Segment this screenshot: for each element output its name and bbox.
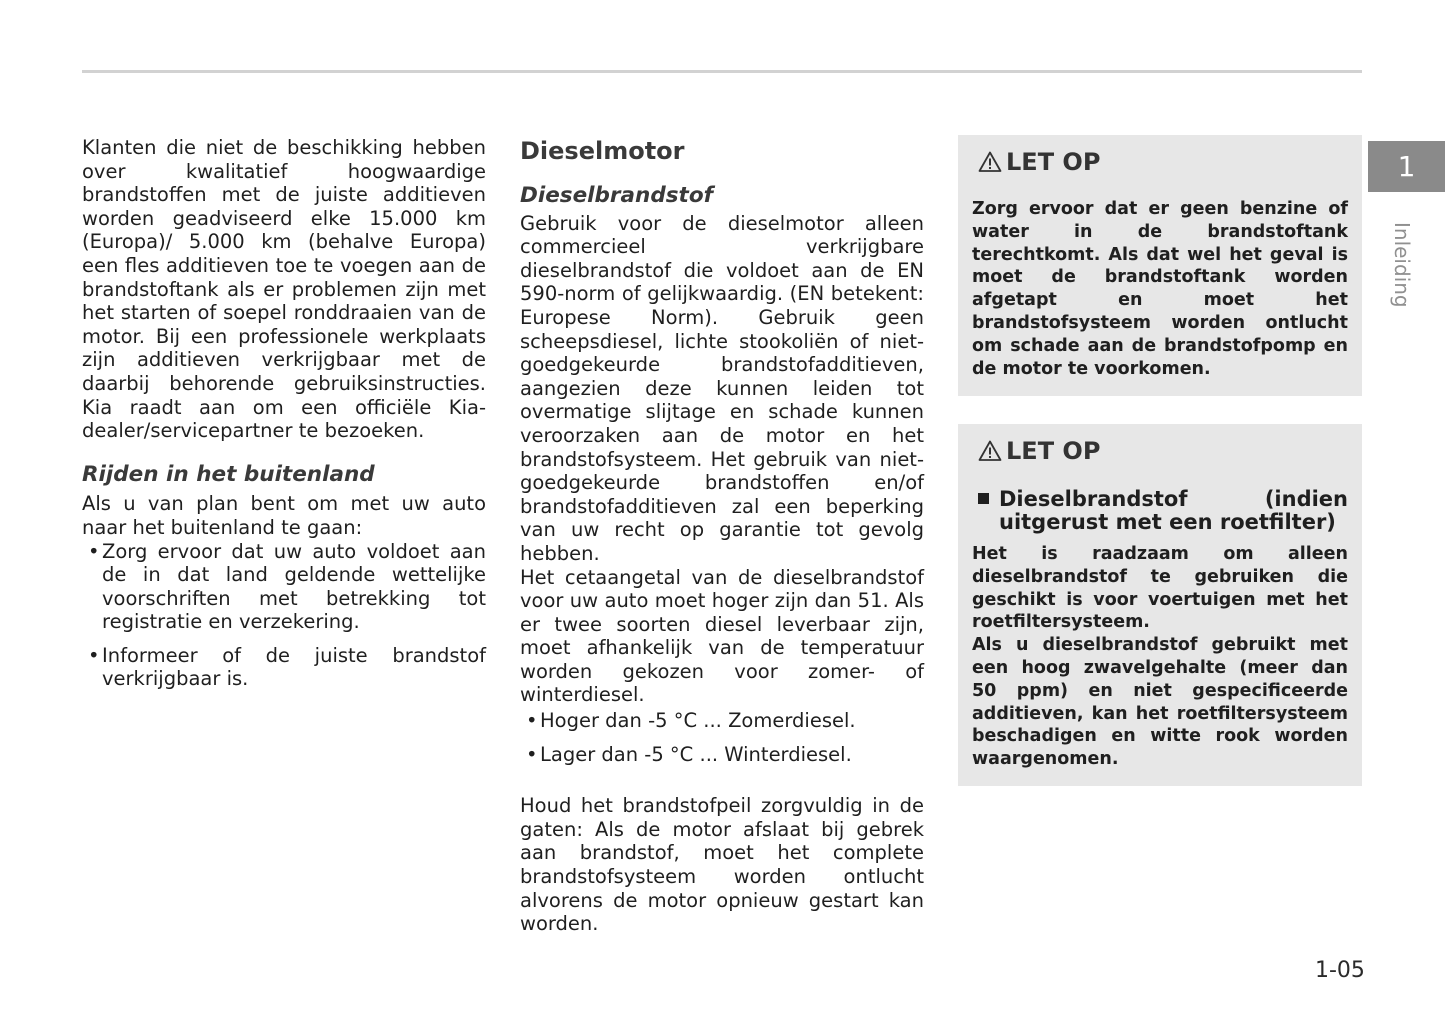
abroad-intro: Als u van plan bent om met uw auto naar het buitenland te gaan: bbox=[82, 492, 486, 539]
abroad-list bbox=[82, 540, 486, 692]
diesel-fuel-subheading: Dieselbrandstof bbox=[520, 183, 713, 208]
caution-body-2: Als u dieselbrandstof gebruikt met een hoog zwavelgehalte (meer dan 50 ppm) en niet gespecificeerde additieven, kan het roetfiltersysteem beschadigen en witte rook worden waargenomen. bbox=[972, 635, 1348, 770]
temperature-list bbox=[520, 709, 924, 766]
caution-body-1: Het is raadzaam om alleen dieselbrandstof te gebruiken die geschikt is voor voertuigen met het roetfiltersysteem. bbox=[972, 544, 1348, 633]
left-column bbox=[82, 136, 486, 701]
list-item: • Hoger dan -5 °C ... Zomerdiesel. bbox=[520, 709, 924, 733]
page-number: 1-05 bbox=[1315, 958, 1365, 983]
list-item: • Informeer of de juiste brandstof verkrijgbaar is. bbox=[82, 644, 486, 691]
chapter-tab: 1 bbox=[1368, 141, 1445, 192]
square-bullet-icon bbox=[978, 493, 989, 504]
caution-title bbox=[978, 147, 1348, 177]
caution-box-particulate-filter bbox=[958, 424, 1362, 786]
list-item: • Zorg ervoor dat uw auto voldoet aan de in dat land geldende wettelijke voorschriften met betrekking tot registratie en verzekering. bbox=[82, 540, 486, 634]
caution-title bbox=[978, 436, 1348, 466]
caution-title-text: LET OP bbox=[1006, 148, 1101, 176]
diesel-paragraph-1: Gebruik voor de dieselmotor alleen commercieel verkrijgbare dieselbrandstof die voldoet aan de EN 590-norm of gelijkwaardig. (EN betekent: Europese Norm). Gebruik geen scheepsdiesel, lichte stookoliën of niet-goedgekeurde brandstofadditieven, aangezien deze kunnen leiden tot overmatige slijtage en schade kunnen veroorzaken aan de motor en het brandstofsysteem. Het gebruik van niet-goedgekeurde brandstoffen en/of brandstofadditieven zal een beperking van uw recht op garantie tot gevolg hebben. bbox=[520, 211, 924, 565]
diesel-paragraph-3: Houd het brandstofpeil zorgvuldig in de gaten: Als de motor afslaat bij gebrek aan brandstof, moet het complete brandstofsysteem worden ontlucht alvorens de motor opnieuw gestart kan worden. bbox=[520, 794, 924, 936]
caution-title-text: LET OP bbox=[1006, 437, 1101, 465]
abroad-heading: Rijden in het buitenland bbox=[82, 461, 375, 487]
intro-paragraph: Klanten die niet de beschikking hebben over kwalitatief hoogwaardige brandstoffen met de juiste additieven worden geadviseerd elke 15.000 km (Europa)/ 5.000 km (behalve Europa) een fles additieven toe te voegen aan de brandstoftank als er problemen zijn met het starten of soepel ronddraaien van de motor. Bij een professionele werkplaats zijn additieven verkrijgbaar met de daarbij behorende gebruiksinstructies. Kia raadt aan om een officiële Kia-dealer/servicepartner te bezoeken. bbox=[82, 136, 486, 443]
section-heading: Dieselmotor bbox=[520, 137, 685, 165]
caution-bullet-heading bbox=[978, 488, 1348, 534]
chapter-label: Inleiding bbox=[1390, 222, 1414, 308]
list-item: • Lager dan -5 °C ... Winterdiesel. bbox=[520, 743, 924, 767]
warning-triangle-icon bbox=[978, 439, 1002, 463]
middle-column bbox=[520, 136, 924, 936]
diesel-paragraph-2: Het cetaangetal van de dieselbrandstof voor uw auto moet hoger zijn dan 51. Als er twee soorten diesel leverbaar zijn, moet afhankelijk van de temperatuur worden gekozen voor zomer- of winterdiesel. bbox=[520, 565, 924, 707]
warning-triangle-icon bbox=[978, 150, 1002, 174]
caution-box-fuel-contamination bbox=[958, 135, 1362, 396]
caution-bullet-heading-text: Dieselbrandstof (indien uitgerust met een roetfilter) bbox=[999, 487, 1348, 534]
header-rule bbox=[82, 70, 1362, 73]
caution-body: Zorg ervoor dat er geen benzine of water in de brandstoftank terechtkomt. Als dat wel het geval is moet de brandstoftank worden afgetapt en moet het brandstofsysteem worden ontlucht om schade aan de brandstofpomp en de motor te voorkomen. bbox=[972, 199, 1348, 379]
